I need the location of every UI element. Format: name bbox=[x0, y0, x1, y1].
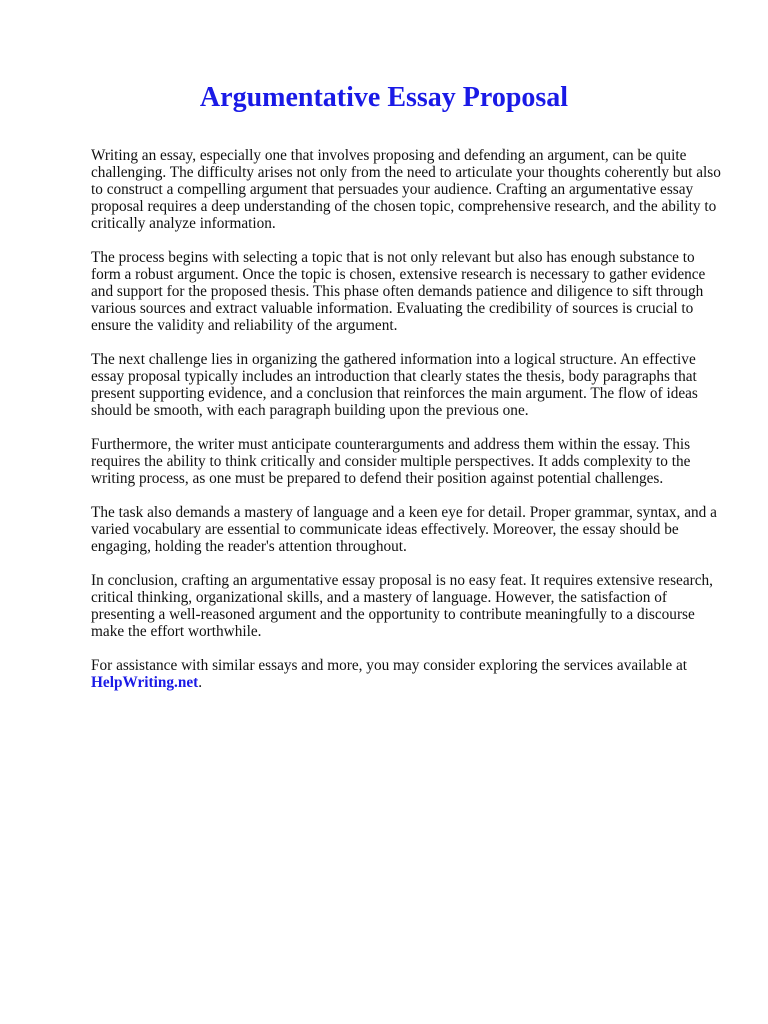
paragraph-counterarguments: Furthermore, the writer must anticipate counterarguments and address them within the essay. This requires the ability to think critically and consider multiple perspectives. It adds complexity to the writing process, as one must be prepared to defend their position against potential challenges. bbox=[91, 436, 691, 487]
paragraph-intro: Writing an essay, especially one that involves proposing and defending an argument, can be quite challenging. The difficulty arises not only from the need to articulate your thoughts coherently but also to construct a compelling argument that persuades your audience. Crafting an argumentative essay proposal requires a deep understanding of the chosen topic, comprehensive research, and the ability to critically analyze information. bbox=[91, 147, 721, 232]
paragraph-language: The task also demands a mastery of language and a keen eye for detail. Proper grammar, syntax, and a varied vocabulary are essential to communicate ideas effectively. Moreover, the essay should be engaging, holding the reader's attention throughout. bbox=[91, 504, 717, 555]
paragraph-organization: The next challenge lies in organizing the gathered information into a logical structure. An effective essay proposal typically includes an introduction that clearly states the thesis, body paragraphs that present supporting evidence, and a conclusion that reinforces the main argument. The flow of ideas should be smooth, with each paragraph building upon the previous one. bbox=[91, 351, 698, 419]
paragraph-topic-selection: The process begins with selecting a topic that is not only relevant but also has enough substance to form a robust argument. Once the topic is chosen, extensive research is necessary to gather evidence and support for the proposed thesis. This phase often demands patience and diligence to sift through various sources and extract valuable information. Evaluating the credibility of sources is crucial to ensure the validity and reliability of the argument. bbox=[91, 249, 706, 334]
closing-suffix: . bbox=[198, 674, 203, 691]
document-body bbox=[91, 147, 725, 708]
page-title: Argumentative Essay Proposal bbox=[199, 82, 569, 113]
closing-text: For assistance with similar essays and more, you may consider exploring the services available at bbox=[91, 657, 687, 674]
helpwriting-link[interactable]: HelpWriting.net bbox=[91, 674, 199, 691]
paragraph-closing bbox=[91, 657, 725, 691]
paragraph-conclusion: In conclusion, crafting an argumentative essay proposal is no easy feat. It requires extensive research, critical thinking, organizational skills, and a mastery of language. However, the satisfaction of presenting a well-reasoned argument and the opportunity to contribute meaningfully to a discourse make the effort worthwhile. bbox=[91, 572, 713, 640]
